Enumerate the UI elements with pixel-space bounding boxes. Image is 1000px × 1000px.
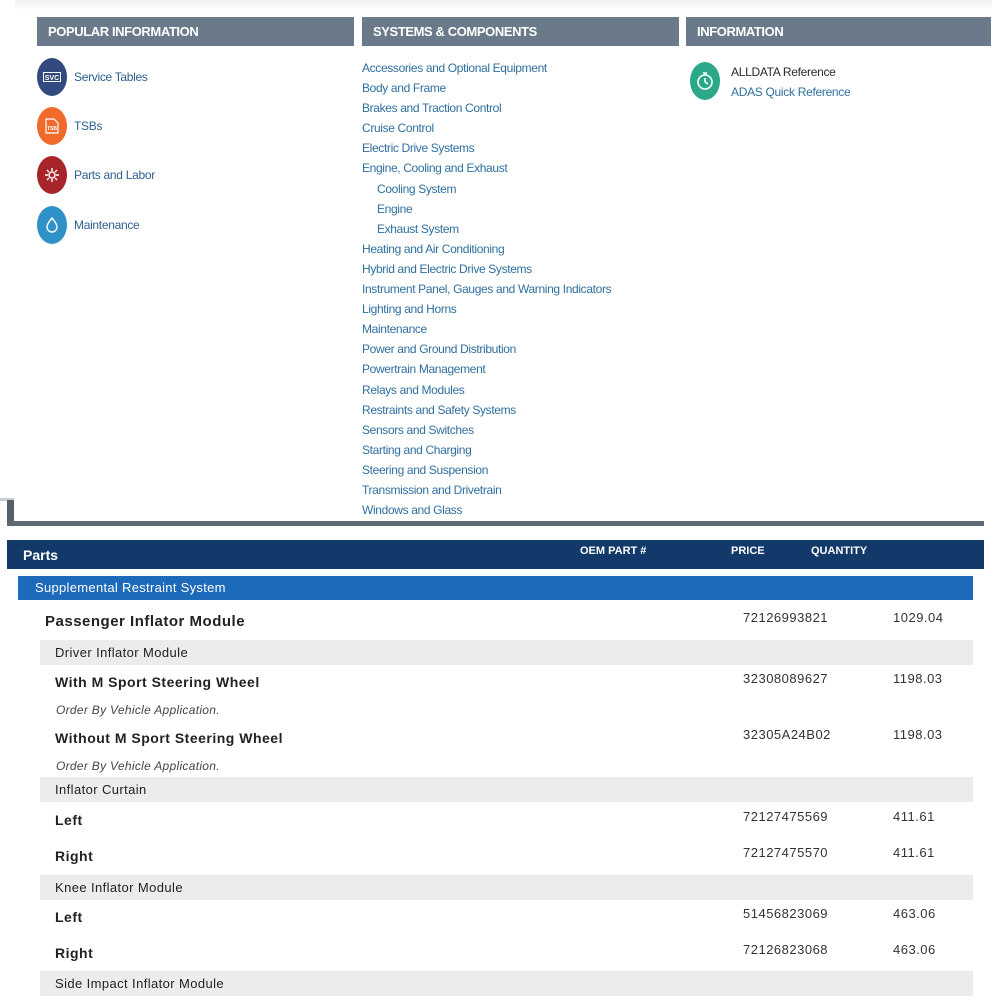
tsb-icon [37, 107, 67, 145]
maintenance-label: Maintenance [74, 218, 140, 232]
oem-part-number: 32308089627 [743, 671, 829, 686]
system-item-powertrain[interactable]: Powertrain Management [362, 362, 486, 377]
maintenance-icon [37, 206, 67, 244]
group-knee-inflator [40, 875, 973, 900]
systems-components-header: SYSTEMS & COMPONENTS [362, 17, 679, 46]
table-row[interactable] [40, 804, 973, 832]
service-tables-icon [37, 58, 67, 96]
group-label: Side Impact Inflator Module [55, 976, 225, 991]
parts-labor-icon [37, 156, 67, 194]
group-side-impact-inflator [40, 971, 973, 996]
tsbs-link[interactable] [37, 107, 102, 145]
service-tables-link[interactable] [37, 58, 148, 96]
oem-part-number: 72127475569 [743, 809, 829, 824]
part-price: 1029.04 [893, 610, 944, 625]
part-price: 463.06 [893, 906, 936, 921]
oem-part-column-header: OEM PART # [580, 545, 647, 557]
adas-quick-reference-link[interactable]: ADAS Quick Reference [731, 85, 851, 99]
service-tables-label: Service Tables [74, 70, 148, 84]
oem-part-number: 32305A24B02 [743, 727, 831, 742]
system-subitem-exhaust-system[interactable]: Exhaust System [377, 221, 459, 236]
popular-information-header: POPULAR INFORMATION [37, 17, 354, 46]
maintenance-link[interactable] [37, 206, 139, 244]
group-inflator-curtain [40, 777, 973, 802]
part-name: Left [55, 812, 83, 828]
system-item-maintenance[interactable]: Maintenance [362, 322, 427, 337]
svg-text:TSB: TSB [47, 126, 57, 132]
system-item-brakes[interactable]: Brakes and Traction Control [362, 101, 502, 116]
alldata-reference-link[interactable]: ALLDATA Reference [731, 65, 836, 79]
system-item-lighting-horns[interactable]: Lighting and Horns [362, 302, 457, 317]
group-label: Driver Inflator Module [55, 645, 189, 660]
oem-part-number: 51456823069 [743, 906, 829, 921]
part-name: Left [55, 909, 83, 925]
system-item-cruise-control[interactable]: Cruise Control [362, 121, 434, 136]
system-subitem-cooling-system[interactable]: Cooling System [377, 181, 457, 196]
system-item-transmission[interactable]: Transmission and Drivetrain [362, 482, 502, 497]
parts-table-header [7, 540, 984, 569]
price-column-header: PRICE [731, 545, 765, 557]
table-row[interactable] [40, 937, 973, 965]
order-note: Order By Vehicle Application. [56, 759, 220, 773]
table-row[interactable] [40, 723, 973, 747]
system-subitem-engine[interactable]: Engine [377, 201, 413, 216]
system-item-accessories[interactable]: Accessories and Optional Equipment [362, 61, 547, 75]
system-item-instrument-panel[interactable]: Instrument Panel, Gauges and Warning Indicators [362, 282, 612, 297]
table-row[interactable] [40, 901, 973, 929]
tsbs-label: TSBs [74, 119, 103, 133]
part-price: 411.61 [893, 845, 935, 860]
group-label: Knee Inflator Module [55, 880, 183, 895]
quantity-column-header: QUANTITY [811, 545, 868, 557]
system-item-engine-cooling-exhaust[interactable]: Engine, Cooling and Exhaust [362, 161, 508, 176]
system-item-restraints[interactable]: Restraints and Safety Systems [362, 402, 516, 417]
part-name: With M Sport Steering Wheel [55, 674, 260, 690]
part-name: Right [55, 945, 94, 961]
system-item-electric-drive[interactable]: Electric Drive Systems [362, 141, 475, 156]
system-item-body-frame[interactable]: Body and Frame [362, 81, 446, 96]
systems-components-list [362, 58, 611, 520]
table-row[interactable] [40, 840, 973, 868]
system-item-hybrid-electric[interactable]: Hybrid and Electric Drive Systems [362, 261, 532, 276]
oem-part-number: 72127475570 [743, 845, 829, 860]
part-price: 1198.03 [893, 727, 943, 742]
oem-part-number: 72126993821 [743, 610, 829, 625]
part-price: 1198.03 [893, 671, 943, 686]
top-panel-shadow [15, 0, 992, 10]
part-name: Passenger Inflator Module [45, 613, 246, 630]
system-item-relays-modules[interactable]: Relays and Modules [362, 382, 465, 397]
system-item-starting-charging[interactable]: Starting and Charging [362, 442, 472, 457]
section-supplemental-restraint: Supplemental Restraint System [18, 576, 973, 600]
part-price: 463.06 [893, 942, 936, 957]
group-driver-inflator [40, 640, 973, 665]
parts-labor-link[interactable] [37, 156, 155, 194]
parts-labor-label: Parts and Labor [74, 168, 155, 182]
frame-bottom-edge [7, 521, 984, 526]
part-name: Without M Sport Steering Wheel [55, 730, 283, 746]
table-row[interactable] [18, 606, 973, 636]
parts-title: Parts [23, 547, 59, 563]
system-item-steering-suspension[interactable]: Steering and Suspension [362, 462, 489, 477]
stopwatch-icon [690, 62, 720, 100]
system-item-windows-glass[interactable]: Windows and Glass [362, 503, 463, 518]
information-header: INFORMATION [686, 17, 991, 46]
oem-part-number: 72126823068 [743, 942, 829, 957]
order-note: Order By Vehicle Application. [56, 703, 220, 717]
table-row[interactable] [40, 667, 973, 691]
system-item-sensors-switches[interactable]: Sensors and Switches [362, 422, 474, 437]
part-name: Right [55, 848, 94, 864]
system-item-power-ground[interactable]: Power and Ground Distribution [362, 342, 516, 357]
svg-text:SVC: SVC [44, 75, 60, 82]
system-item-heating-ac[interactable]: Heating and Air Conditioning [362, 241, 505, 256]
group-label: Inflator Curtain [55, 782, 147, 797]
part-price: 411.61 [893, 809, 935, 824]
